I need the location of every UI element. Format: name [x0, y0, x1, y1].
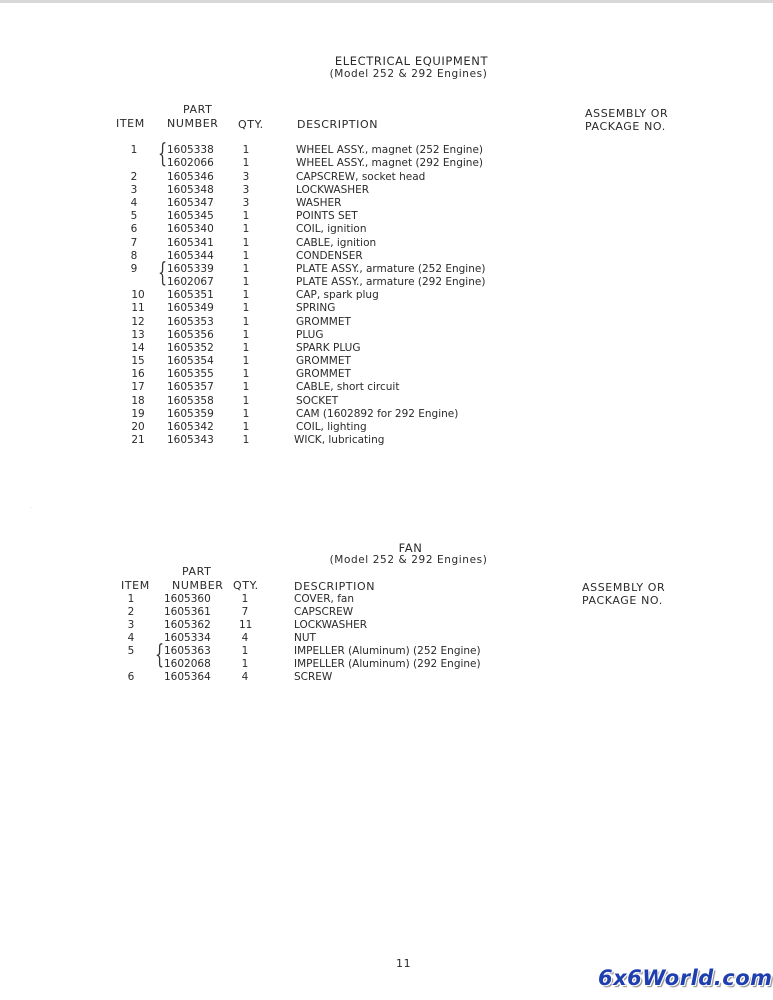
quantity: 1 [242, 342, 250, 354]
quantity: 1 [242, 276, 250, 288]
description: CABLE, ignition [296, 237, 377, 249]
electrical-header-number: NUMBER [167, 117, 219, 130]
table-row [0, 395, 773, 408]
item-number: 9 [130, 263, 138, 275]
fan-header-number: NUMBER [172, 579, 224, 592]
table-row [0, 144, 773, 157]
part-number: 1605341 [167, 237, 214, 249]
quantity: 3 [242, 184, 250, 196]
description: LOCKWASHER [294, 619, 368, 631]
description: COIL, ignition [296, 223, 367, 235]
table-row [0, 316, 773, 329]
description: PLATE ASSY., armature (292 Engine) [296, 276, 486, 288]
table-row [0, 184, 773, 197]
quantity: 1 [242, 381, 250, 393]
page-number: 11 [396, 957, 412, 970]
electrical-header-package: PACKAGE NO. [585, 120, 666, 133]
electrical-header-description: DESCRIPTION [297, 118, 379, 131]
description: SCREW [294, 671, 333, 683]
part-number: 1605356 [167, 329, 214, 341]
description: WHEEL ASSY., magnet (292 Engine) [296, 157, 484, 169]
table-row [0, 658, 773, 671]
item-number: 2 [130, 171, 138, 183]
bracket-icon: { [158, 258, 168, 288]
description: COVER, fan [294, 593, 354, 605]
electrical-header-item: ITEM [116, 117, 145, 130]
item-number: 10 [131, 289, 145, 301]
quantity: 1 [241, 593, 249, 605]
item-number: 21 [131, 434, 145, 446]
part-number: 1605352 [167, 342, 214, 354]
part-number: 1605363 [164, 645, 211, 657]
item-number: 5 [130, 210, 138, 222]
scan-speck: · [30, 505, 33, 512]
description: GROMMET [296, 355, 351, 367]
description: PLUG [296, 329, 324, 341]
quantity: 1 [242, 434, 250, 446]
part-number: 1605339 [167, 263, 214, 275]
table-row [0, 381, 773, 394]
fan-header-description: DESCRIPTION [294, 580, 376, 593]
part-number: 1602066 [167, 157, 214, 169]
quantity: 1 [242, 157, 250, 169]
part-number: 1605359 [167, 408, 214, 420]
item-number: 2 [127, 606, 135, 618]
table-row [0, 289, 773, 302]
part-number: 1605360 [164, 593, 211, 605]
quantity: 1 [242, 421, 250, 433]
quantity: 1 [242, 355, 250, 367]
table-row [0, 606, 773, 619]
part-number: 1605338 [167, 144, 214, 156]
description: IMPELLER (Aluminum) (252 Engine) [294, 645, 481, 657]
item-number: 20 [131, 421, 145, 433]
part-number: 1602067 [167, 276, 214, 288]
item-number: 16 [131, 368, 145, 380]
part-number: 1605354 [167, 355, 214, 367]
table-row [0, 421, 773, 434]
quantity: 1 [242, 408, 250, 420]
quantity: 1 [242, 237, 250, 249]
part-number: 1605353 [167, 316, 214, 328]
part-number: 1605364 [164, 671, 211, 683]
quantity: 1 [242, 368, 250, 380]
quantity: 1 [241, 645, 249, 657]
table-row [0, 276, 773, 289]
item-number: 17 [131, 381, 145, 393]
description: PLATE ASSY., armature (252 Engine) [296, 263, 486, 275]
item-number: 6 [127, 671, 135, 683]
electrical-header-qty: QTY. [238, 118, 264, 131]
quantity: 4 [241, 671, 249, 683]
item-number: 4 [127, 632, 135, 644]
bracket-icon: { [155, 640, 165, 670]
fan-header-part: PART [182, 565, 212, 578]
table-row [0, 408, 773, 421]
table-row [0, 632, 773, 645]
item-number: 18 [131, 395, 145, 407]
table-row [0, 342, 773, 355]
part-number: 1605349 [167, 302, 214, 314]
fan-subtitle: (Model 252 & 292 Engines) [329, 554, 488, 566]
table-row [0, 329, 773, 342]
item-number: 4 [130, 197, 138, 209]
scan-top-edge [0, 0, 773, 3]
fan-header-qty: QTY. [233, 579, 259, 592]
table-row [0, 157, 773, 170]
fan-header-assembly: ASSEMBLY OR [582, 581, 666, 594]
description: WHEEL ASSY., magnet (252 Engine) [296, 144, 484, 156]
quantity: 1 [242, 210, 250, 222]
part-number: 1605342 [167, 421, 214, 433]
description: SOCKET [296, 395, 339, 407]
quantity: 1 [242, 263, 250, 275]
electrical-header-part: PART [183, 103, 213, 116]
part-number: 1605345 [167, 210, 214, 222]
table-row [0, 434, 773, 447]
description: NUT [294, 632, 316, 644]
quantity: 1 [242, 316, 250, 328]
part-number: 1605351 [167, 289, 214, 301]
fan-header-item: ITEM [121, 579, 150, 592]
description: CAM (1602892 for 292 Engine) [296, 408, 459, 420]
item-number: 3 [130, 184, 138, 196]
fan-header-package: PACKAGE NO. [582, 594, 663, 607]
part-number: 1605346 [167, 171, 214, 183]
electrical-header-assembly: ASSEMBLY OR [585, 107, 669, 120]
table-row [0, 645, 773, 658]
table-row [0, 593, 773, 606]
quantity: 1 [242, 289, 250, 301]
part-number: 1605358 [167, 395, 214, 407]
part-number: 1602068 [164, 658, 211, 670]
quantity: 1 [242, 144, 250, 156]
fan-title: FAN [398, 541, 423, 555]
part-number: 1605348 [167, 184, 214, 196]
electrical-title: ELECTRICAL EQUIPMENT [334, 54, 489, 68]
quantity: 1 [242, 223, 250, 235]
quantity: 1 [241, 658, 249, 670]
item-number: 8 [130, 250, 138, 262]
table-row [0, 171, 773, 184]
quantity: 3 [242, 197, 250, 209]
table-row [0, 302, 773, 315]
quantity: 1 [242, 395, 250, 407]
item-number: 15 [131, 355, 145, 367]
item-number: 19 [131, 408, 145, 420]
quantity: 1 [242, 329, 250, 341]
description: CAP, spark plug [296, 289, 379, 301]
item-number: 5 [127, 645, 135, 657]
table-row [0, 210, 773, 223]
part-number: 1605334 [164, 632, 211, 644]
item-number: 7 [130, 237, 138, 249]
description: CAPSCREW [294, 606, 354, 618]
part-number: 1605362 [164, 619, 211, 631]
quantity: 1 [242, 302, 250, 314]
description: SPRING [296, 302, 336, 314]
quantity: 11 [239, 619, 253, 631]
part-number: 1605361 [164, 606, 211, 618]
item-number: 1 [130, 144, 138, 156]
item-number: 12 [131, 316, 145, 328]
table-row [0, 368, 773, 381]
quantity: 1 [242, 250, 250, 262]
watermark: 6x6World.com [598, 966, 773, 990]
item-number: 6 [130, 223, 138, 235]
item-number: 11 [131, 302, 145, 314]
quantity: 7 [241, 606, 249, 618]
description: LOCKWASHER [296, 184, 370, 196]
table-row [0, 263, 773, 276]
table-row [0, 619, 773, 632]
table-row [0, 250, 773, 263]
part-number: 1605340 [167, 223, 214, 235]
part-number: 1605344 [167, 250, 214, 262]
description: CABLE, short circuit [296, 381, 400, 393]
description: COIL, lighting [296, 421, 367, 433]
part-number: 1605347 [167, 197, 214, 209]
table-row [0, 223, 773, 236]
table-row [0, 237, 773, 250]
description: IMPELLER (Aluminum) (292 Engine) [294, 658, 481, 670]
item-number: 14 [131, 342, 145, 354]
table-row [0, 671, 773, 684]
item-number: 13 [131, 329, 145, 341]
item-number: 1 [127, 593, 135, 605]
description: GROMMET [296, 368, 351, 380]
part-number: 1605357 [167, 381, 214, 393]
electrical-subtitle: (Model 252 & 292 Engines) [329, 68, 488, 80]
description: GROMMET [296, 316, 351, 328]
description: POINTS SET [296, 210, 358, 222]
table-row [0, 355, 773, 368]
description: CONDENSER [296, 250, 363, 262]
quantity: 3 [242, 171, 250, 183]
part-number: 1605355 [167, 368, 214, 380]
table-row [0, 197, 773, 210]
description: CAPSCREW, socket head [296, 171, 426, 183]
quantity: 4 [241, 632, 249, 644]
item-number: 3 [127, 619, 135, 631]
description: WICK, lubricating [294, 434, 385, 446]
part-number: 1605343 [167, 434, 214, 446]
description: SPARK PLUG [296, 342, 361, 354]
description: WASHER [296, 197, 342, 209]
bracket-icon: { [158, 139, 168, 169]
